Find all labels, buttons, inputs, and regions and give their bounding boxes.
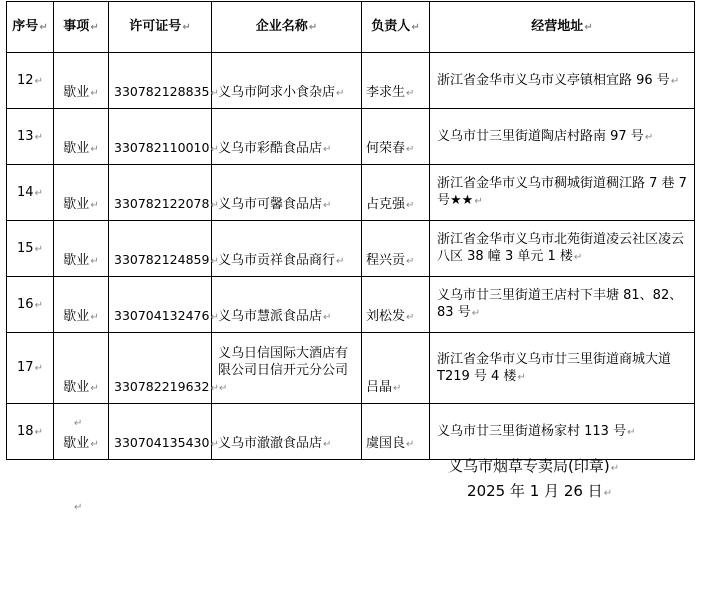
cell-person: 刘松发↵ (362, 277, 430, 333)
cell-company: 义乌市慧派食品店↵ (212, 277, 362, 333)
header-person: 负责人↵ (362, 2, 430, 53)
table-row (7, 277, 695, 333)
cell-company: 义乌市阿求小食杂店↵ (212, 53, 362, 109)
issuer-line: 义乌市烟草专卖局(印章)↵ (448, 457, 620, 475)
cell-license: 330704132476↵ (109, 277, 212, 333)
cell-person: 李求生↵ (362, 53, 430, 109)
header-company: 企业名称↵ (212, 2, 362, 53)
cell-license: 330782110010↵ (109, 109, 212, 165)
cell-license: 330782124859↵ (109, 221, 212, 277)
cell-company: 义乌市贡祥食品商行↵ (212, 221, 362, 277)
cell-person: 虞国良↵ (362, 404, 430, 460)
cell-company: 义乌日信国际大酒店有限公司日信开元分公司↵ (212, 333, 362, 404)
table-row (7, 109, 695, 165)
cell-seq: 14↵ (7, 165, 54, 221)
cell-seq: 18↵ (7, 404, 54, 460)
cell-company: 义乌市彩酷食品店↵ (212, 109, 362, 165)
header-license: 许可证号↵ (109, 2, 212, 53)
cell-license: 330782128835↵ (109, 53, 212, 109)
cell-address: 义乌市廿三里街道陶店村路南 97 号↵ (430, 109, 695, 165)
cell-person: 占克强↵ (362, 165, 430, 221)
cell-address: 浙江省金华市义乌市稠城街道稠江路 7 巷 7 号★★↵ (430, 165, 695, 221)
cell-person: 程兴贡↵ (362, 221, 430, 277)
cell-address: 浙江省金华市义乌市义亭镇相宜路 96 号↵ (430, 53, 695, 109)
header-address: 经营地址↵ (430, 2, 695, 53)
table-header-row (7, 2, 695, 53)
table-body (7, 53, 695, 460)
paragraph-mark: ↵ (74, 418, 83, 429)
cell-seq: 15↵ (7, 221, 54, 277)
date-line: 2025 年 1 月 26 日↵ (467, 482, 613, 500)
table-row (7, 165, 695, 221)
table-row (7, 53, 695, 109)
cell-address: 浙江省金华市义乌市北苑街道凌云社区凌云八区 38 幢 3 单元 1 楼↵ (430, 221, 695, 277)
paragraph-mark: ↵ (74, 502, 83, 513)
cell-company: 义乌市可馨食品店↵ (212, 165, 362, 221)
footer-signature (448, 455, 619, 505)
table-row (7, 333, 695, 404)
cell-license: 330782122078↵ (109, 165, 212, 221)
header-item: 事项↵ (54, 2, 109, 53)
header-seq: 序号↵ (7, 2, 54, 53)
cell-person: 吕晶↵ (362, 333, 430, 404)
cell-address: 义乌市廿三里街道王店村下丰塘 81、82、83 号↵ (430, 277, 695, 333)
cell-license: 330704135430↵ (109, 404, 212, 460)
cell-item: 歇业↵ (54, 109, 109, 165)
cell-item: 歇业↵ (54, 53, 109, 109)
cell-seq: 16↵ (7, 277, 54, 333)
cell-address: 义乌市廿三里街道杨家村 113 号↵ (430, 404, 695, 460)
cell-seq: 12↵ (7, 53, 54, 109)
cell-license: 330782219632↵ (109, 333, 212, 404)
license-table (6, 1, 695, 460)
cell-company: 义乌市澈澈食品店↵ (212, 404, 362, 460)
cell-seq: 17↵ (7, 333, 54, 404)
table-row (7, 404, 695, 460)
table-row (7, 221, 695, 277)
cell-seq: 13↵ (7, 109, 54, 165)
cell-item: 歇业↵ (54, 404, 109, 460)
cell-person: 何荣春↵ (362, 109, 430, 165)
cell-item: 歇业↵ (54, 165, 109, 221)
cell-item: 歇业↵ (54, 221, 109, 277)
cell-address: 浙江省金华市义乌市廿三里街道商城大道 T219 号 4 楼↵ (430, 333, 695, 404)
cell-item: 歇业↵ (54, 277, 109, 333)
cell-item: 歇业↵ (54, 333, 109, 404)
